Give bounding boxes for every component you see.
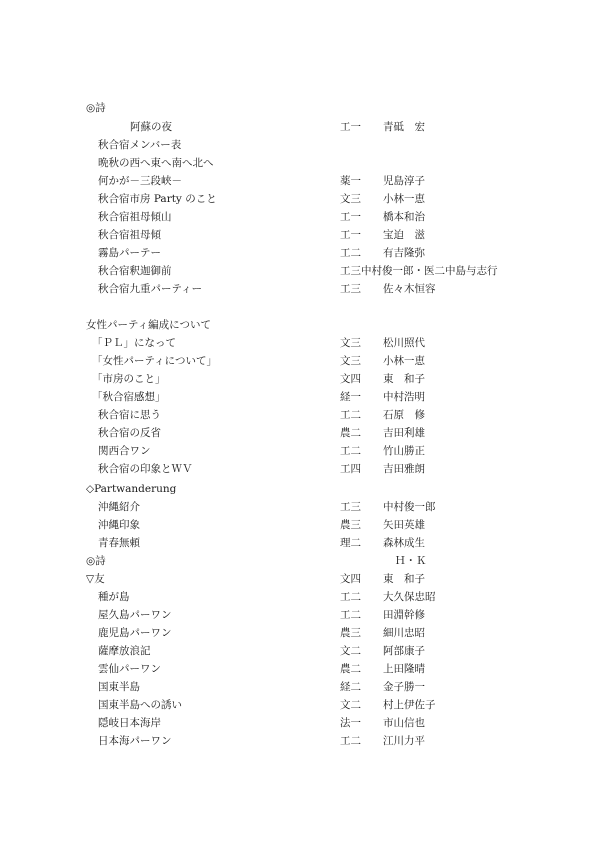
entry-department: 文三 — [340, 355, 361, 367]
contents-row — [0, 352, 600, 370]
contents-row — [0, 678, 600, 696]
contents-row — [0, 570, 600, 588]
contents-row — [0, 516, 600, 534]
entry-title: 「ＰＬ」になって — [92, 337, 176, 349]
contents-row — [0, 262, 600, 280]
entry-department: 工四 — [340, 463, 361, 475]
entry-department: 工一 — [340, 229, 361, 241]
entry-author: 江川力平 — [383, 735, 425, 747]
entry-department: 農二 — [340, 427, 361, 439]
entry-title: 薩摩放浪記 — [98, 645, 151, 657]
entry-title: 種が島 — [98, 591, 130, 603]
entry-department: 工三 — [340, 501, 361, 513]
entry-department: 文二 — [340, 699, 361, 711]
entry-author: 小林一恵 — [383, 193, 425, 205]
entry-department: 農三 — [340, 519, 361, 531]
entry-author: 吉田利雄 — [383, 427, 425, 439]
entry-department: 文三 — [340, 337, 361, 349]
entry-title: 鹿児島パーワン — [98, 627, 172, 639]
entry-author: 松川照代 — [383, 337, 425, 349]
entry-title: 阿蘇の夜 — [130, 121, 172, 133]
entry-title: 秋合宿の反省 — [98, 427, 161, 439]
entry-author: 中村俊一郎 — [383, 501, 436, 513]
entry-title: 秋合宿釈迦御前 — [98, 265, 172, 277]
entry-author: 阿部康子 — [383, 645, 425, 657]
contents-row — [0, 154, 600, 172]
contents-row — [0, 442, 600, 460]
entry-department: 工二 — [340, 445, 361, 457]
entry-title: 沖縄印象 — [98, 519, 140, 531]
entry-title: 秋合宿祖母傾山 — [98, 211, 172, 223]
section-heading: 女性パーティ編成について — [86, 319, 211, 331]
section-heading: ◎詩 — [86, 102, 106, 114]
entry-title: 何かが－三段峡－ — [98, 175, 182, 187]
contents-row — [0, 136, 600, 154]
contents-row — [0, 280, 600, 298]
entry-title: 関西合ワン — [98, 445, 151, 457]
entry-department: 経二 — [340, 681, 361, 693]
contents-row — [0, 624, 600, 642]
entry-author: 田淵幹修 — [383, 609, 425, 621]
entry-author: 橋本和治 — [383, 211, 425, 223]
contents-row — [0, 606, 600, 624]
section-heading: ◇Partwanderung — [86, 483, 177, 495]
contents-row — [0, 588, 600, 606]
entry-author: 吉田雅朗 — [383, 463, 425, 475]
entry-author: 工三中村俊一郎・医二中島与志行 — [340, 265, 498, 277]
entry-title: 国東半島 — [98, 681, 140, 693]
contents-row — [0, 552, 600, 570]
entry-title: 隠岐日本海岸 — [98, 717, 161, 729]
entry-department: 工二 — [340, 409, 361, 421]
entry-title: 「市房のこと」 — [92, 373, 166, 385]
entry-author: 上田隆晴 — [383, 663, 425, 675]
contents-row — [0, 334, 600, 352]
contents-row — [0, 714, 600, 732]
entry-author: 村上伊佐子 — [383, 699, 436, 711]
entry-author: 有吉隆弥 — [383, 247, 425, 259]
entry-department: 薬一 — [340, 175, 361, 187]
entry-department: 工一 — [340, 121, 361, 133]
entry-department: 理二 — [340, 537, 361, 549]
entry-department: 工二 — [340, 591, 361, 603]
entry-department: 文四 — [340, 573, 361, 585]
contents-row — [0, 732, 600, 750]
entry-department: 工二 — [340, 247, 361, 259]
entry-author: 細川忠昭 — [383, 627, 425, 639]
contents-row — [0, 226, 600, 244]
entry-department: 工二 — [340, 609, 361, 621]
contents-row — [0, 498, 600, 516]
contents-row — [0, 406, 600, 424]
entry-department: 農三 — [340, 627, 361, 639]
contents-row — [0, 208, 600, 226]
contents-row — [0, 190, 600, 208]
entry-author: 森林成生 — [383, 537, 425, 549]
entry-title: 「秋合宿感想」 — [92, 391, 166, 403]
entry-department: 経一 — [340, 391, 361, 403]
entry-author: 宝迫 滋 — [383, 229, 425, 241]
entry-title: 秋合宿市房 Party のこと — [98, 193, 217, 205]
entry-department: 工二 — [340, 735, 361, 747]
entry-department: 文二 — [340, 645, 361, 657]
contents-row — [0, 534, 600, 552]
contents-row — [0, 118, 600, 136]
entry-author: 東 和子 — [383, 573, 425, 585]
contents-row — [0, 660, 600, 678]
entry-author: 中村浩明 — [383, 391, 425, 403]
entry-author: 市山信也 — [383, 717, 425, 729]
entry-author: 青砥 宏 — [383, 121, 425, 133]
entry-department: 工一 — [340, 211, 361, 223]
contents-row — [0, 696, 600, 714]
contents-row — [0, 244, 600, 262]
entry-title: 秋合宿メンバー表 — [98, 139, 182, 151]
entry-author: 東 和子 — [383, 373, 425, 385]
entry-author: 小林一恵 — [383, 355, 425, 367]
entry-title: 秋合宿九重パーティー — [98, 283, 203, 295]
entry-title: 青春無頼 — [98, 537, 140, 549]
entry-title: 屋久島パーワン — [98, 609, 172, 621]
entry-author: 矢田英雄 — [383, 519, 425, 531]
entry-department: 工三 — [340, 283, 361, 295]
contents-row — [0, 642, 600, 660]
entry-author: Ｈ・Ｋ — [395, 555, 427, 567]
entry-title: 秋合宿に思う — [98, 409, 161, 421]
contents-row — [0, 388, 600, 406]
contents-row — [0, 480, 600, 498]
entry-author: 佐々木恒容 — [383, 283, 436, 295]
entry-department: 法一 — [340, 717, 361, 729]
entry-department: 農二 — [340, 663, 361, 675]
entry-author: 大久保忠昭 — [383, 591, 436, 603]
entry-department: 文三 — [340, 193, 361, 205]
entry-title: 国東半島への誘い — [98, 699, 182, 711]
contents-row — [0, 99, 600, 117]
entry-title: 沖縄紹介 — [98, 501, 140, 513]
contents-row — [0, 370, 600, 388]
entry-title: 「女性パーティについて」 — [92, 355, 217, 367]
entry-author: 児島淳子 — [383, 175, 425, 187]
entry-title: 霧島パーテー — [98, 247, 161, 259]
contents-row — [0, 424, 600, 442]
entry-title: 秋合宿祖母傾 — [98, 229, 161, 241]
entry-title: 雲仙パーワン — [98, 663, 161, 675]
contents-row — [0, 460, 600, 478]
section-heading: ▽友 — [86, 573, 105, 585]
contents-row — [0, 316, 600, 334]
contents-row — [0, 172, 600, 190]
entry-title: 秋合宿の印象とＷＶ — [98, 463, 193, 475]
entry-department: 文四 — [340, 373, 361, 385]
entry-author: 金子勝一 — [383, 681, 425, 693]
section-heading: ◎詩 — [86, 555, 106, 567]
entry-title: 晩秋の西へ東へ南へ北へ — [98, 157, 214, 169]
entry-title: 日本海パーワン — [98, 735, 172, 747]
entry-author: 竹山勝正 — [383, 445, 425, 457]
entry-author: 石原 修 — [383, 409, 425, 421]
